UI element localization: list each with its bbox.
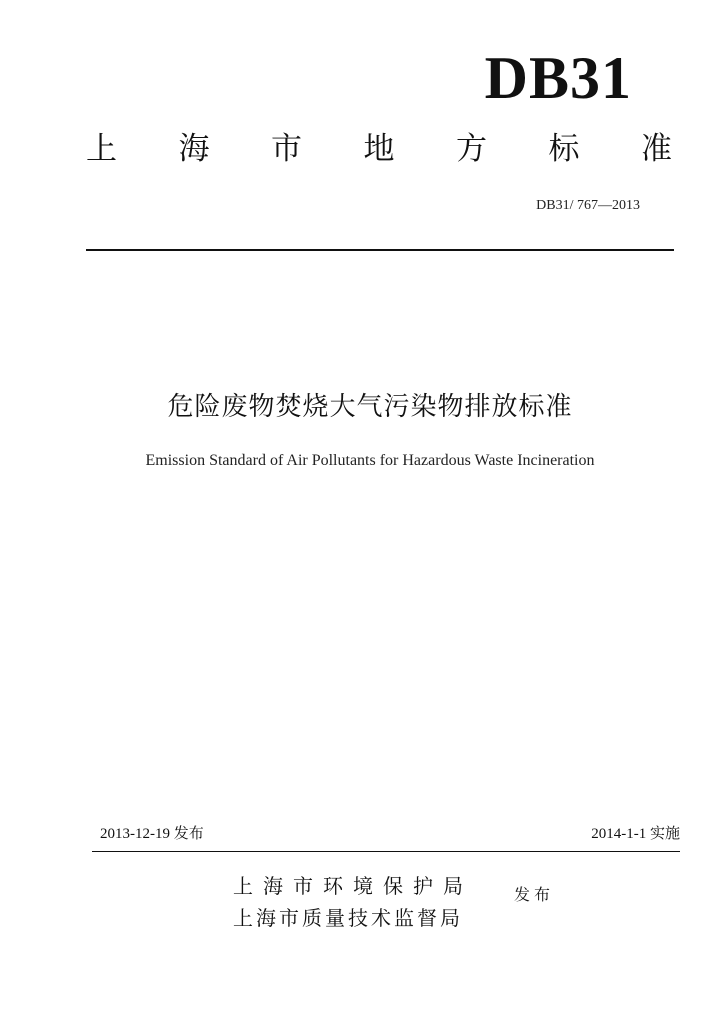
issue-date: 2013-12-19 发布 xyxy=(100,826,204,842)
standard-type-char: 方 xyxy=(456,131,487,167)
document-title-english: Emission Standard of Air Pollutants for Hazardous Waste Incineration xyxy=(145,452,595,469)
issuer-environmental-bureau: 上海市环境保护局 xyxy=(233,874,473,898)
publish-label: 发布 xyxy=(514,885,555,904)
standard-type-char: 海 xyxy=(178,131,210,167)
bottom-divider xyxy=(92,851,680,852)
standard-number: DB31/ 767—2013 xyxy=(536,198,640,213)
standard-type-char: 标 xyxy=(548,131,580,167)
standard-type-char: 准 xyxy=(641,131,672,167)
standard-type-char: 地 xyxy=(363,131,395,167)
standard-type-heading xyxy=(86,131,672,167)
standard-type-char: 市 xyxy=(271,131,302,167)
issuer-quality-bureau: 上海市质量技术监督局 xyxy=(233,906,463,930)
document-title-chinese: 危险废物焚烧大气污染物排放标准 xyxy=(167,392,573,422)
standard-type-char: 上 xyxy=(86,131,117,167)
top-divider xyxy=(86,249,674,251)
standard-code-mark: DB31 xyxy=(484,45,632,111)
implementation-date: 2014-1-1 实施 xyxy=(591,826,680,842)
